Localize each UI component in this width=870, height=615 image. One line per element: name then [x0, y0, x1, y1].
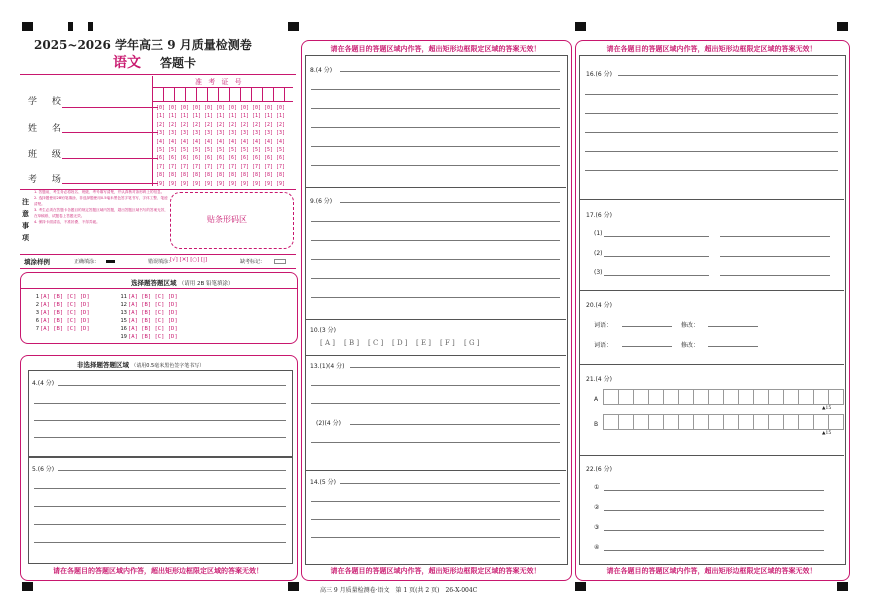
fill-sample: [20, 254, 296, 269]
q13-label: 13.(1)(4 分): [310, 363, 345, 370]
mc-question-row[interactable]: [31, 294, 91, 300]
mc-options[interactable]: [A] [B] [C] [D]: [40, 326, 90, 332]
answer-line[interactable]: [311, 537, 560, 538]
mc-question-row[interactable]: [31, 302, 91, 308]
answer-line[interactable]: [350, 424, 560, 425]
note-item: 1. 答题前，考生务必将姓名、班级、考号填写清楚，并认真核对条形码上的信息。: [34, 190, 165, 194]
notice-banner: 请在各题目的答题区域内作答，超出矩形边框限定区域的答案无效！: [53, 567, 263, 575]
answer-line[interactable]: [311, 146, 560, 147]
q17-label: 17.(6 分): [586, 212, 612, 219]
card-title: 答题卡: [160, 56, 197, 70]
mc-title-divider: [21, 288, 297, 289]
answer-line[interactable]: [585, 170, 838, 171]
timing-mark: [68, 22, 73, 31]
timing-mark: [22, 582, 33, 591]
grid-cell[interactable]: [753, 415, 768, 429]
answer-line[interactable]: [311, 501, 560, 502]
answer-line[interactable]: [340, 483, 560, 484]
q17-sub: (2): [594, 250, 603, 257]
mc-question-row[interactable]: [119, 302, 179, 308]
q10-option[interactable]: [ C ]: [368, 339, 384, 347]
mc-options[interactable]: [A] [B] [C] [D]: [40, 310, 90, 316]
q21-mark: ▲15: [822, 431, 832, 436]
answer-pane-middle[interactable]: [305, 55, 568, 565]
subject-title: 语文: [113, 55, 141, 71]
q20-word-label: 词语：: [594, 322, 613, 329]
mc-options[interactable]: [A] [B] [C] [D]: [40, 318, 90, 324]
answer-line[interactable]: [311, 385, 560, 386]
answer-line[interactable]: [604, 275, 709, 276]
q10-label: 10.(3 分): [310, 327, 336, 334]
mc-question-row[interactable]: [119, 310, 179, 316]
answer-line[interactable]: [604, 510, 824, 511]
answer-line[interactable]: [708, 326, 758, 327]
grid-cell[interactable]: [648, 390, 663, 404]
note-item: 4. 保持卡面清洁，不准折叠、不得弄破。: [34, 220, 100, 224]
q17-sub: (1): [594, 230, 603, 237]
notes-list: [34, 189, 170, 225]
answer-line[interactable]: [604, 550, 824, 551]
answer-line[interactable]: [58, 470, 286, 471]
barcode-label: 贴条形码区: [207, 215, 247, 224]
answer-line[interactable]: [350, 367, 560, 368]
school-field[interactable]: [62, 107, 158, 108]
grid-cell[interactable]: [708, 415, 723, 429]
absent-mark[interactable]: [274, 259, 286, 264]
answer-pane-q4[interactable]: [28, 370, 293, 458]
mc-options[interactable]: [A] [B] [C] [D]: [128, 310, 178, 316]
answer-line[interactable]: [311, 165, 560, 166]
answer-line[interactable]: [311, 127, 560, 128]
grid-cell[interactable]: [603, 390, 618, 404]
exam-id-digit-column[interactable]: [0] [1] [2] [3] [4] [5] [6] [7] [8] [9]: [216, 105, 226, 187]
exam-id-digit-column[interactable]: [0] [1] [2] [3] [4] [5] [6] [7] [8] [9]: [180, 105, 190, 187]
mc-question-number: 15: [120, 318, 127, 324]
answer-line[interactable]: [34, 420, 286, 421]
q21-label: 21.(4 分): [586, 376, 612, 383]
note-item: 2. 选择题使用2B铅笔填涂，非选择题使用0.5毫米黑色签字笔书写，字体工整、笔迹清楚。: [34, 196, 168, 206]
mc-question-number: 19: [120, 334, 127, 340]
exam-id-title: 准 考 证 号: [195, 78, 244, 86]
answer-line[interactable]: [720, 275, 830, 276]
grid-cell[interactable]: [648, 415, 663, 429]
name-field[interactable]: [62, 132, 158, 133]
q13-part2-label: (2)(4 分): [316, 420, 341, 427]
grid-cell[interactable]: [633, 390, 648, 404]
mc-options[interactable]: [A] [B] [C] [D]: [128, 294, 178, 300]
grid-cell[interactable]: [813, 415, 828, 429]
answer-line[interactable]: [604, 256, 709, 257]
mc-question-number: 6: [35, 318, 39, 324]
answer-line[interactable]: [34, 437, 286, 438]
answer-line[interactable]: [720, 256, 830, 257]
timing-mark: [22, 22, 33, 31]
mc-title: 选择题答题区域 （请用 2B 铅笔填涂）: [131, 279, 234, 287]
divider: [579, 199, 844, 200]
exam-title: 2025~2026 学年高三 9 月质量检测卷: [34, 38, 252, 52]
answer-line[interactable]: [311, 519, 560, 520]
grid-cell[interactable]: [768, 415, 783, 429]
q17-sub: (3): [594, 269, 603, 276]
mc-question-row[interactable]: [119, 294, 179, 300]
grid-cell[interactable]: [738, 415, 753, 429]
timing-mark: [837, 582, 848, 591]
divider: [579, 455, 844, 456]
grid-cell[interactable]: [738, 390, 753, 404]
q8-label: 8.(4 分): [310, 67, 333, 74]
mc-question-number: 11: [120, 294, 127, 300]
grid-cell[interactable]: [663, 415, 678, 429]
timing-mark: [88, 22, 93, 31]
divider: [579, 290, 844, 291]
grid-cell[interactable]: [618, 415, 633, 429]
answer-line[interactable]: [604, 490, 824, 491]
mc-question-row[interactable]: [31, 326, 91, 332]
answer-line[interactable]: [585, 151, 838, 152]
answer-line[interactable]: [34, 506, 286, 507]
mc-question-number: 12: [120, 302, 127, 308]
timing-mark: [288, 22, 299, 31]
grid-cell[interactable]: [798, 415, 813, 429]
divider: [305, 355, 566, 356]
answer-line[interactable]: [604, 530, 824, 531]
grid-cell[interactable]: [798, 390, 813, 404]
q10-option[interactable]: [ D ]: [392, 339, 408, 347]
mc-question-number: 16: [120, 326, 127, 332]
answer-line[interactable]: [585, 94, 838, 95]
divider: [305, 319, 566, 320]
fill-absent: 缺考标记：: [240, 259, 266, 265]
grid-cell[interactable]: [783, 415, 798, 429]
grid-cell[interactable]: [678, 415, 693, 429]
barcode-area: [170, 192, 294, 249]
notes-label: 注意事项: [22, 197, 29, 242]
exam-id-digit-column[interactable]: [0] [1] [2] [3] [4] [5] [6] [7] [8] [9]: [168, 105, 178, 187]
grid-cell[interactable]: [693, 390, 708, 404]
answer-line[interactable]: [311, 89, 560, 90]
q4-label: 4.(4 分): [32, 380, 55, 387]
note-item: 3. 考生必须在答题卡各题目的规定答题区域内答题，超出答题区域书写的答案无效，在草稿纸、试题卷上答题无效。: [34, 208, 168, 218]
q21-grid-b[interactable]: [603, 414, 844, 430]
q21-row-label: A: [594, 396, 599, 403]
answer-line[interactable]: [311, 442, 560, 443]
mc-question-row[interactable]: [31, 310, 91, 316]
grid-cell[interactable]: [723, 415, 738, 429]
q10-option[interactable]: [ E ]: [416, 339, 432, 347]
q20-fix-label: 修改：: [681, 322, 700, 329]
q22-sub: ③: [594, 524, 600, 531]
exam-id-digit-column[interactable]: [0] [1] [2] [3] [4] [5] [6] [7] [8] [9]: [240, 105, 250, 187]
exam-id-write-row[interactable]: [153, 87, 293, 102]
mc-area: [20, 272, 298, 344]
q20-label: 20.(4 分): [586, 302, 612, 309]
q22-sub: ②: [594, 504, 600, 511]
page-footer: 高三 9 月质量检测卷·语文 第 1 页(共 2 页) 26-X-004C: [320, 587, 478, 594]
q21-row-label: B: [594, 421, 599, 428]
q5-label: 5.(6 分): [32, 466, 55, 473]
grid-cell[interactable]: [663, 390, 678, 404]
grid-cell[interactable]: [768, 390, 783, 404]
class-label: 班 级: [28, 150, 67, 160]
exam-id-digit-column[interactable]: [0] [1] [2] [3] [4] [5] [6] [7] [8] [9]: [276, 105, 286, 187]
answer-line[interactable]: [622, 326, 672, 327]
timing-mark: [837, 22, 848, 31]
answer-line[interactable]: [311, 278, 560, 279]
answer-line[interactable]: [311, 240, 560, 241]
class-field[interactable]: [62, 158, 158, 159]
grid-cell[interactable]: [693, 415, 708, 429]
grid-cell[interactable]: [723, 390, 738, 404]
mc-question-row[interactable]: [119, 326, 179, 332]
mc-question-number: 13: [120, 310, 127, 316]
notice-banner: 请在各题目的答题区域内作答，超出矩形边框限定区域的答案无效！: [606, 45, 817, 53]
mc-options[interactable]: [A] [B] [C] [D]: [40, 294, 90, 300]
answer-line[interactable]: [585, 113, 838, 114]
answer-line[interactable]: [311, 221, 560, 222]
mc-question-row[interactable]: [119, 334, 179, 340]
exam-id-digit-column[interactable]: [0] [1] [2] [3] [4] [5] [6] [7] [8] [9]: [228, 105, 238, 187]
q10-option[interactable]: [ B ]: [344, 339, 360, 347]
q9-label: 9.(6 分): [310, 198, 333, 205]
correct-mark: [106, 260, 115, 263]
exam-id-digit-column[interactable]: [0] [1] [2] [3] [4] [5] [6] [7] [8] [9]: [156, 105, 166, 187]
q22-sub: ①: [594, 484, 600, 491]
answer-line[interactable]: [34, 524, 286, 525]
mc-options[interactable]: [A] [B] [C] [D]: [128, 302, 178, 308]
grid-cell[interactable]: [678, 390, 693, 404]
exam-id-digit-column[interactable]: [0] [1] [2] [3] [4] [5] [6] [7] [8] [9]: [192, 105, 202, 187]
exam-id-digit-column[interactable]: [0] [1] [2] [3] [4] [5] [6] [7] [8] [9]: [264, 105, 274, 187]
q10-option[interactable]: [ F ]: [440, 339, 455, 347]
grid-cell[interactable]: [828, 415, 843, 429]
answer-line[interactable]: [340, 71, 560, 72]
nonmc-title: 非选择题答题区域 （请用0.5毫米黑色签字笔书写）: [77, 361, 205, 369]
answer-line[interactable]: [34, 403, 286, 404]
grid-cell[interactable]: [708, 390, 723, 404]
answer-line[interactable]: [585, 132, 838, 133]
answer-line[interactable]: [311, 259, 560, 260]
grid-cell[interactable]: [828, 390, 843, 404]
exam-id-grid: [152, 76, 293, 186]
timing-mark: [575, 582, 586, 591]
divider: [305, 470, 566, 471]
fill-label: 填涂样例: [24, 258, 50, 266]
room-field[interactable]: [62, 183, 158, 184]
q20-fix-label: 修改：: [681, 342, 700, 349]
timing-mark: [575, 22, 586, 31]
answer-line[interactable]: [311, 108, 560, 109]
answer-pane-q5[interactable]: [28, 456, 293, 564]
q21-mark: ▲15: [822, 406, 832, 411]
exam-id-digit-column[interactable]: [0] [1] [2] [3] [4] [5] [6] [7] [8] [9]: [204, 105, 214, 187]
fill-correct: 正确填涂：: [74, 259, 100, 265]
mc-question-row[interactable]: [119, 318, 179, 324]
grid-cell[interactable]: [603, 415, 618, 429]
answer-line[interactable]: [708, 346, 758, 347]
mc-question-number: 2: [35, 302, 39, 308]
q14-label: 14.(5 分): [310, 479, 336, 486]
divider: [579, 364, 844, 365]
answer-line[interactable]: [622, 346, 672, 347]
q21-grid-a[interactable]: [603, 389, 844, 405]
answer-line[interactable]: [311, 297, 560, 298]
wrong-marks: [√] [✕] [○] [|]: [170, 257, 208, 263]
exam-id-digit-column[interactable]: [0] [1] [2] [3] [4] [5] [6] [7] [8] [9]: [252, 105, 262, 187]
q10-option[interactable]: [ A ]: [320, 339, 335, 347]
mc-question-number: 7: [35, 326, 39, 332]
school-label: 学 校: [28, 97, 67, 107]
answer-line[interactable]: [618, 75, 838, 76]
answer-line[interactable]: [311, 403, 560, 404]
answer-line[interactable]: [34, 488, 286, 489]
mc-options[interactable]: [A] [B] [C] [D]: [40, 302, 90, 308]
grid-cell[interactable]: [783, 390, 798, 404]
mc-options[interactable]: [A] [B] [C] [D]: [128, 318, 178, 324]
mc-question-number: 3: [35, 310, 39, 316]
answer-line[interactable]: [58, 385, 286, 386]
mc-options[interactable]: [A] [B] [C] [D]: [128, 334, 178, 340]
answer-line[interactable]: [34, 542, 286, 543]
answer-line[interactable]: [340, 202, 560, 203]
mc-question-number: 1: [35, 294, 39, 300]
answer-line[interactable]: [720, 236, 830, 237]
q16-label: 16.(6 分): [586, 71, 612, 78]
room-label: 考 场: [28, 175, 67, 185]
name-label: 姓 名: [28, 124, 67, 134]
grid-cell[interactable]: [633, 415, 648, 429]
grid-cell[interactable]: [813, 390, 828, 404]
notes-area: [20, 188, 296, 255]
notice-banner: 请在各题目的答题区域内作答，超出矩形边框限定区域的答案无效！: [330, 45, 541, 53]
answer-line[interactable]: [604, 236, 709, 237]
grid-cell[interactable]: [753, 390, 768, 404]
q10-option[interactable]: [ G ]: [464, 339, 480, 347]
grid-cell[interactable]: [618, 390, 633, 404]
fill-wrong: 错误填涂：: [148, 259, 174, 265]
notice-banner: 请在各题目的答题区域内作答，超出矩形边框限定区域的答案无效！: [330, 567, 541, 575]
q20-word-label: 词语：: [594, 342, 613, 349]
mc-question-row[interactable]: [31, 318, 91, 324]
divider: [305, 187, 566, 188]
q22-sub: ④: [594, 544, 600, 551]
notice-banner: 请在各题目的答题区域内作答，超出矩形边框限定区域的答案无效！: [606, 567, 817, 575]
timing-mark: [288, 582, 299, 591]
mc-options[interactable]: [A] [B] [C] [D]: [128, 326, 178, 332]
q22-label: 22.(6 分): [586, 466, 612, 473]
